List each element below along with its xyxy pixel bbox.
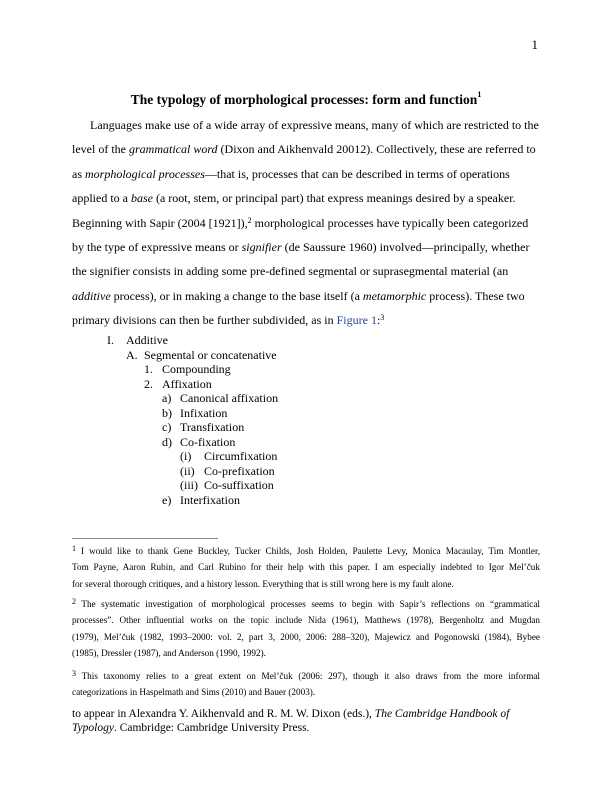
outline-item: Transfixation xyxy=(180,420,245,434)
footnote-line: (1979), Mel’čuk (1982, 1993–2000: vol. 2, part 3, 2000, 2006: 288–320), Majewicz and Pogonowski (1984), Bybee xyxy=(72,631,540,642)
footnote-2 xyxy=(72,596,540,661)
outline-num: a) xyxy=(162,391,172,405)
text-run: primary divisions can then be further subdivided, as in xyxy=(72,313,337,328)
outline-item: Compounding xyxy=(162,362,231,376)
outline-item: Additive xyxy=(126,333,168,347)
footnote-ref-3: 3 xyxy=(380,313,385,323)
text-run: I would like to thank Gene Buckley, Tucker Childs, Josh Holden, Paulette Levy, Monica Macaulay, Tim Montler, xyxy=(81,546,540,556)
book-title: Typology xyxy=(72,721,114,734)
body-paragraph xyxy=(72,113,540,333)
text-run: (Dixon and Aikhenvald 20012). Collectively, these are referred to xyxy=(217,142,536,157)
text-run: . Cambridge: Cambridge University Press. xyxy=(113,721,310,734)
emphasis: grammatical word xyxy=(128,142,218,157)
footnote-line xyxy=(72,596,540,612)
outline-item: Co-suffixation xyxy=(204,478,274,492)
footnote-line: Tom Payne, Aaron Rubin, and Carl Rubino for their help with this paper. I am especially indebted to Igor Mel’čuk xyxy=(72,562,540,573)
outline-item: Co-prefixation xyxy=(204,463,275,478)
outline-item: Segmental or concatenative xyxy=(144,347,277,362)
text-run: as xyxy=(72,166,85,181)
para-line: the signifier consists in adding some pre-defined segmental or suprasegmental material (an xyxy=(72,264,509,279)
outline-num: d) xyxy=(162,434,172,449)
outline-num: (ii) xyxy=(180,463,195,478)
outline-num: I. xyxy=(107,333,114,347)
outline-num: 1. xyxy=(144,362,153,376)
footnote-marker: 1 xyxy=(72,544,76,553)
book-title: The Cambridge Handbook of xyxy=(374,708,510,720)
footnote-marker: 3 xyxy=(72,669,76,678)
footnote-ref-1: 1 xyxy=(477,90,482,99)
text-run: applied to a xyxy=(72,191,131,206)
text-run: by the type of expressive means or xyxy=(72,240,242,255)
footnote-line: categorizations in Haspelmath and Sims (2010) and Bauer (2003). xyxy=(72,687,316,698)
emphasis: signifier xyxy=(241,240,282,255)
para-line xyxy=(72,137,540,161)
outline-num: e) xyxy=(162,492,172,507)
text-run: The systematic investigation of morphological processes seems to begin with Sapir’s reflections on “grammatical xyxy=(81,599,540,609)
para-line xyxy=(72,284,540,308)
para-line xyxy=(72,162,540,186)
outline-num: (iii) xyxy=(180,478,198,492)
emphasis: morphological processes xyxy=(85,166,205,181)
footnote-marker: 2 xyxy=(72,597,76,606)
text-run: morphological processes have typically been categorized xyxy=(251,215,529,230)
outline-num: (i) xyxy=(180,449,192,463)
title-text: The typology of morphological processes: form and function xyxy=(130,92,478,107)
para-line xyxy=(72,235,540,259)
figure-1-link[interactable]: Figure 1 xyxy=(336,313,377,328)
footnote-ref-2: 2 xyxy=(247,215,252,225)
footnote-separator xyxy=(72,538,218,539)
publication-note xyxy=(72,708,509,735)
footnote-line xyxy=(72,543,540,559)
text-run: (a root, stem, or principal part) that express meanings desired by a speaker. xyxy=(152,191,516,206)
text-run: level of the xyxy=(72,142,129,157)
outline-item: Circumfixation xyxy=(204,449,278,463)
text-run: (de Saussure 1960) involved—principally, whether xyxy=(281,240,530,255)
footnote-3 xyxy=(72,668,540,701)
footnote-line: for several thorough critiques, and a history lesson. Everything that is still wrong here is my fault alone. xyxy=(72,578,454,589)
outline-num: c) xyxy=(162,420,172,434)
footnote-line: (1985), Dressler (1987), and Anderson (1990, 1992). xyxy=(72,647,266,658)
para-line: Languages make use of a wide array of expressive means, many of which are restricted to the xyxy=(90,118,539,132)
text-run: : xyxy=(376,313,381,328)
outline-num: b) xyxy=(162,405,172,420)
outline-item: Co-fixation xyxy=(180,434,236,449)
outline-num: A. xyxy=(126,347,138,362)
emphasis: metamorphic xyxy=(362,288,427,303)
page-title xyxy=(0,92,612,108)
footnote-line: processes”. Other influential works on the topic include Nida (1961), Matthews (1978), Bergenholtz and Mugdan xyxy=(72,615,540,626)
text-run: process). These two xyxy=(426,288,525,303)
text-run: —that is, processes that can be described in terms of operations xyxy=(204,166,510,181)
outline-item: Infixation xyxy=(180,405,228,420)
para-line xyxy=(72,211,540,235)
footnote-line xyxy=(72,668,540,684)
outline-item: Interfixation xyxy=(180,492,240,507)
text-run: to appear in Alexandra Y. Aikhenvald and R. M. W. Dixon (eds.), xyxy=(72,708,375,720)
outline-num: 2. xyxy=(144,376,153,391)
outline-item: Affixation xyxy=(162,376,212,391)
text-run: Beginning with Sapir (2004 [1921]), xyxy=(72,215,248,230)
text-run: This taxonomy relies to a great extent on Mel’čuk (2006: 297), though it also draws from the more informal xyxy=(81,671,540,681)
emphasis: additive xyxy=(72,288,111,303)
footnote-1 xyxy=(72,543,540,592)
text-run: process), or in making a change to the base itself (a xyxy=(110,288,363,303)
page-number: 1 xyxy=(531,37,538,52)
para-line xyxy=(72,308,540,332)
outline-item: Canonical affixation xyxy=(180,391,279,405)
para-line xyxy=(72,186,540,210)
emphasis: base xyxy=(130,191,153,206)
